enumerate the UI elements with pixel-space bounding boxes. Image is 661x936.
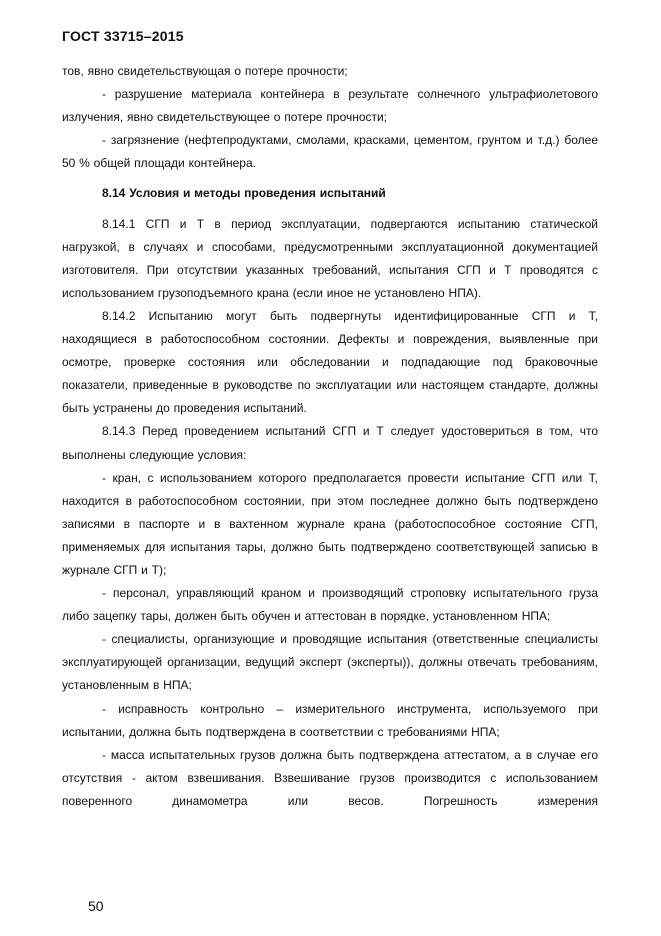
document-header: ГОСТ 33715–2015 bbox=[62, 28, 184, 44]
list-item-specialists: - специалисты, организующие и проводящие испытания (ответственные специалисты эксплуатирующей организации, ведущий эксперт (эксперты)), должны отвечать требованиям, установленным в НПА; bbox=[62, 632, 598, 693]
list-item-uv-destruction: - разрушение материала контейнера в результате солнечного ультрафиолетового излучения, явно свидетельствующее о потере прочности; bbox=[62, 87, 598, 125]
list-item-contamination: - загрязнение (нефтепродуктами, смолами, красками, цементом, грунтом и т.д.) более 50 % общей площади контейнера. bbox=[62, 133, 598, 171]
paragraph-8-14-3: 8.14.3 Перед проведением испытаний СГП и Т следует удостовериться в том, что выполнены следующие условия: bbox=[62, 424, 598, 462]
paragraph-8-14-2: 8.14.2 Испытанию могут быть подвергнуты идентифицированные СГП и Т, находящиеся в работоспособном состоянии. Дефекты и повреждения, выявленные при осмотре, проверке состояния или обследовании и подпадающие под браковочные показатели, приведенные в руководстве по эксплуатации или настоящем стандарте, должны быть устранены до проведения испытаний. bbox=[62, 308, 598, 416]
paragraph-continuation: тов, явно свидетельствующая о потере прочности; bbox=[62, 64, 348, 78]
list-item-personnel: - персонал, управляющий краном и производящий строповку испытательного груза либо зацепку тары, должен быть обучен и аттестован в порядке, установленном НПА; bbox=[62, 586, 598, 624]
list-item-test-weights: - масса испытательных грузов должна быть подтверждена аттестатом, а в случае его отсутствия - актом взвешивания. Взвешивание грузов производится с использованием поверенного динамометра или весов. Погрешность измерения bbox=[62, 747, 598, 808]
page-number: 50 bbox=[88, 898, 104, 914]
paragraph-8-14-1: 8.14.1 СГП и Т в период эксплуатации, подвергаются испытанию статической нагрузкой, в случаях и способами, предусмотренными эксплуатационной документацией изготовителя. При отсутствии указанных требований, испытания СГП и Т проводятся с использованием грузоподъемного крана (если иное не установлено НПА). bbox=[62, 216, 598, 300]
list-item-instruments: - исправность контрольно – измерительного инструмента, используемого при испытании, должна быть подтверждена в соответствии с требованиями НПА; bbox=[62, 701, 598, 739]
document-body bbox=[62, 60, 598, 813]
section-heading-8-14: 8.14 Условия и методы проведения испытаний bbox=[102, 186, 386, 201]
list-item-crane: - кран, с использованием которого предполагается провести испытание СГП или Т, находится в работоспособном состоянии, при этом последнее должно быть подтверждено записями в паспорте и в вахтенном журнале крана (работоспособное состояние СГП, применяемых для испытания тары, должно быть подтверждено соответствующей записью в журнале СГП и Т); bbox=[62, 470, 598, 577]
